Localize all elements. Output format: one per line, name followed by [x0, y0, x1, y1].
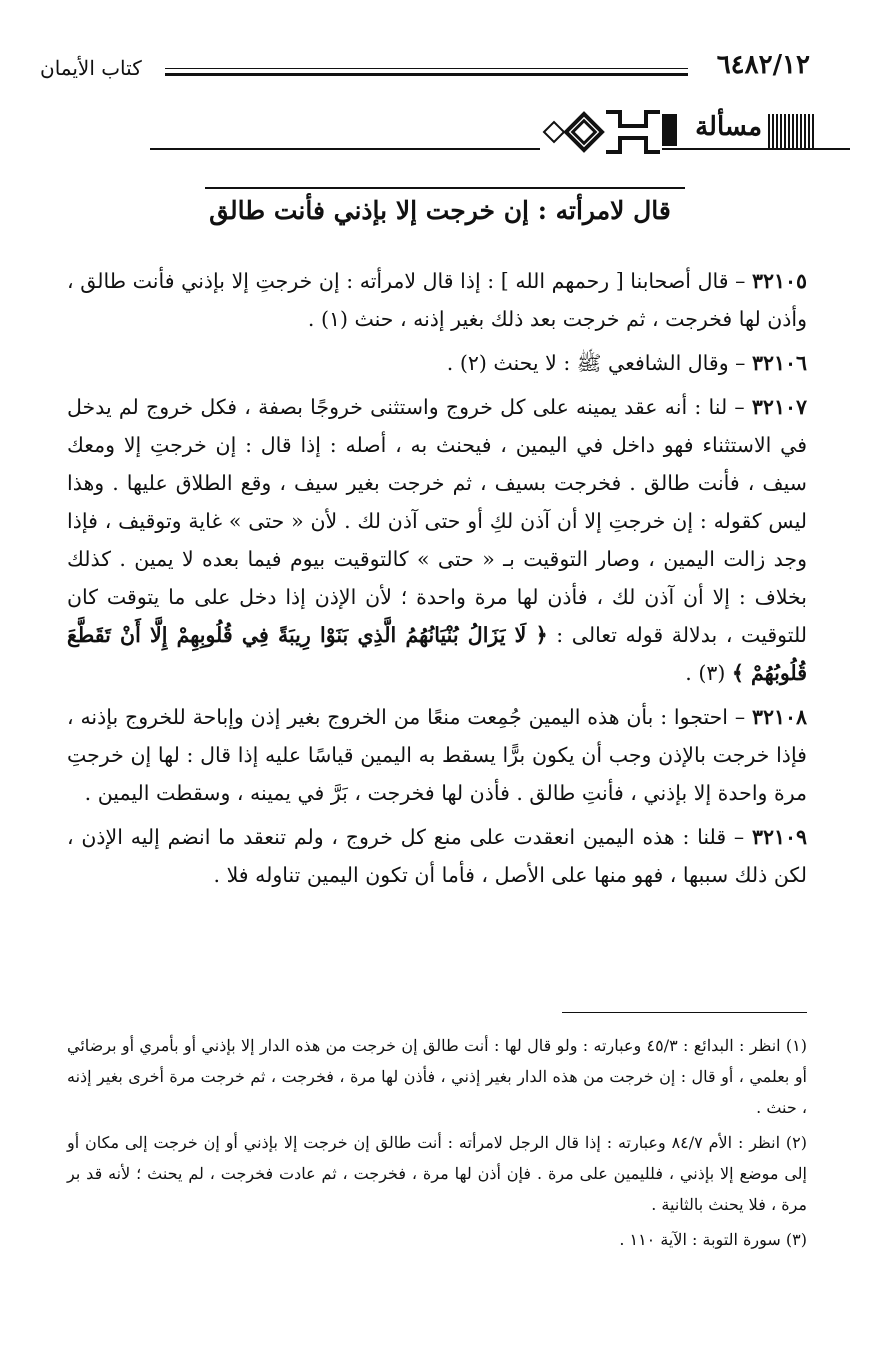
- title-rule: [205, 187, 685, 189]
- book-title: كتاب الأيمان: [40, 56, 142, 80]
- paragraph-number: ٣٢١٠٥: [751, 269, 807, 293]
- issue-label: مسألة: [695, 112, 762, 142]
- section-title: قال لامرأته : إن خرجت إلا بإذني فأنت طالق: [209, 196, 671, 225]
- body-text: [67, 262, 807, 900]
- paragraph: [67, 698, 807, 812]
- striped-ornament: [768, 114, 814, 148]
- paragraph-number: ٣٢١٠٧: [751, 395, 807, 419]
- footnote: (١) انظر : البدائع : ٤٥/٣ وعبارته : ولو قال لها : أنت طالق إن خرجت من هذه الدار إلا بإذني أو بأمري أو برضائي أو بعلمي ، أو قال : إن خرجت من هذه الدار بغير إذني ، فأذن لها مرة ، فخرجت ، ثم خرجت مرة أخرى بغير إذنه ، حنث .: [67, 1036, 807, 1117]
- paragraph-text: – قال أصحابنا [ رحمهم الله ] : إذا قال لامرأته : إن خرجتِ إلا بإذني فأنت طالق ، وأذن لها فخرجت ، ثم خرجت بعد ذلك بغير إذنه ، حنث (١) .: [67, 269, 807, 331]
- geometric-ornament-icon: [540, 108, 662, 156]
- paragraph: [67, 818, 807, 894]
- paragraph: [67, 262, 807, 338]
- paragraph-number: ٣٢١٠٨: [751, 705, 807, 729]
- paragraph-text: – لنا : أنه عقد يمينه على كل خروج واستثنى خروجًا بصفة ، فكل خروج لم يدخل في الاستثناء فهو داخل في اليمين ، فيحنث به ، أصله : إذا قال : إن خرجتِ إلا ومعك سيف ، فأنت طالق . فخرجت بسيف ، ثم خرجت بغير سيف ، وقع الطلاق عليها . وهذا ليس كقوله : إن خرجتِ إلا أن آذن لكِ أو حتى آذن لك . لأن « حتى » غاية وتوقيف ، فإذا وجد زالت اليمين ، وصار التوقيت بـ « حتى » كالتوقيت بيوم فيما بعده لا يمين . كذلك بخلاف : إلا أن آذن لك ، فأذن لها مرة واحدة ؛ لأن الإذن إذا دخل على ما يتوقت كان للتوقيت ، بدلالة قوله تعالى :: [67, 395, 807, 647]
- footnote-rule: [562, 1012, 807, 1013]
- quran-verse: ﴿ لَا يَزَالُ بُنْيَانُهُمُ الَّذِي بَنَوْا رِيبَةً فِي قُلُوبِهِمْ إِلَّا أَنْ تَقَطَّعَ قُلُوبُهُمْ ﴾: [67, 623, 807, 685]
- paragraph-text: – وقال الشافعي ﷺ : لا يحنث (٢) .: [446, 351, 746, 375]
- header-rule: [165, 68, 688, 76]
- footnote: (٣) سورة التوبة : الآية ١١٠ .: [619, 1230, 807, 1249]
- footnote: (٢) انظر : الأم ٨٤/٧ وعبارته : إذا قال الرجل لامرأته : أنت طالق إن خرجت إلا بإذني أو إن خرجت إلى مكان أو إلى موضع إلا بإذني ، فلليمين على مرة . فإن أذن لها مرة ، فخرجت ، ثم عادت فخرجت ، لم يحنث ؛ لأنه قد بر مرة ، فلا يحنث بالثانية .: [67, 1133, 807, 1214]
- paragraph-text: – قلنا : هذه اليمين انعقدت على منع كل خروج ، ولم تنعقد ما انضم إليه الإذن ، لكن ذلك سببها ، فهو منها على الأصل ، فأما أن تكون اليمين تناوله فلا .: [67, 825, 807, 887]
- page-number: ٦٤٨٢/١٢: [716, 50, 810, 80]
- paragraph-text: – احتجوا : بأن هذه اليمين جُمِعت منعًا من الخروج بغير إذن وإباحة للخروج بإذنه ، فإذا خرجت بالإذن وجب أن يكون برًّا يسقط به اليمين قياسًا عليه إذا قال : لها إن خرجتِ مرة واحدة إلا بإذني ، فأنتِ طالق . فأذن لها فخرجت ، بَرَّ في يمينه ، وسقطت اليمين .: [67, 705, 807, 805]
- footnotes: [67, 1030, 807, 1259]
- paragraph-tail: (٣) .: [685, 661, 726, 685]
- paragraph-number: ٣٢١٠٦: [751, 351, 807, 375]
- paragraph-number: ٣٢١٠٩: [751, 825, 807, 849]
- paragraph: [67, 388, 807, 692]
- running-header: [40, 50, 810, 86]
- paragraph: [67, 344, 807, 382]
